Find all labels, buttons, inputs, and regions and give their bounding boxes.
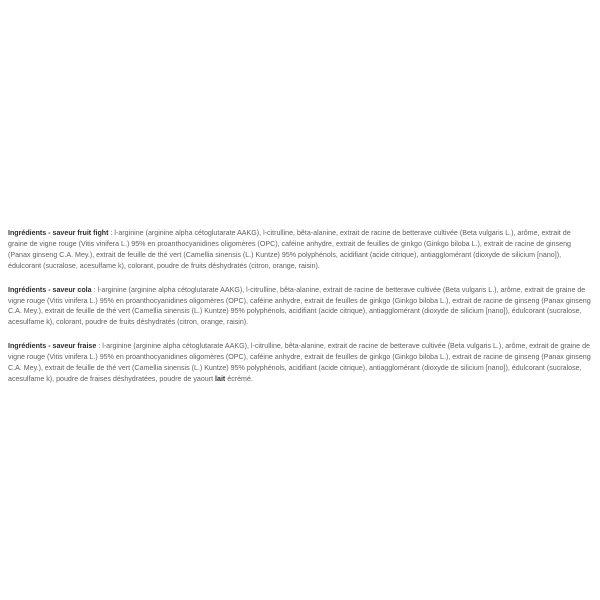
ingredients-text: : l-arginine (arginine alpha cétoglutarate AAKG), l-citrulline, bêta-alanine, extrait de racine de betterave cultivée (Beta vulgaris L.), arôme, extrait de graine de vigne rouge (Vitis vinifera L.) 95% en proanthocyanidines oligomères (OPC), caféine anhydre, extrait de feuilles de ginkgo (Ginkgo biloba L.), extrait de racine de ginseng (Panax ginseng C.A. Mey.), extrait de feuille de thé vert (Camellia sinensis (L.) Kuntze) 95% polyphénols, acidifiant (acide citrique), antiagglomérant (dioxyde de silicium [nano]), édulcorant (sucralose, acesulfame k), poudre de fraises déshydratées, poudre de yaourt xyxy=(8,342,591,383)
ingredients-cola xyxy=(8,285,592,329)
ingredients-heading: Ingrédients - saveur cola xyxy=(8,285,92,294)
ingredients-text-end: écrémé. xyxy=(225,374,253,383)
allergen-highlight: lait xyxy=(215,374,226,383)
ingredients-section xyxy=(8,228,592,385)
ingredients-fruit-fight xyxy=(8,228,592,272)
ingredients-heading: Ingrédients - saveur fruit fight xyxy=(8,229,109,237)
ingredients-heading: Ingrédients - saveur fraise xyxy=(8,342,97,351)
ingredients-text: : l-arginine (arginine alpha cétoglutarate AAKG), l-citrulline, bêta-alanine, extrait de racine de betterave cultivée (Beta vulgaris L.), arôme, extrait de graine de vigne rouge (Vitis vinifera L.) 95% en proanthocyanidines oligomères (OPC), caféine anhydre, extrait de feuilles de ginkgo (Ginkgo biloba L.), extrait de racine de ginseng (Panax ginseng C.A. Mey.), extrait de feuille de thé vert (Camellia sinensis (L.) Kuntze) 95% polyphénols, acidifiant (acide citrique), antiagglomérant (dioxyde de silicium [nano]), édulcorant (sucralose, acesulfame k), colorant, poudre de fruits déshydratés (citron, orange, raisin). xyxy=(8,285,591,327)
ingredients-fraise xyxy=(8,341,592,385)
ingredients-text: : l-arginine (arginine alpha cétoglutarate AAKG), l-citrulline, bêta-alanine, extrait de racine de betterave cultivée (Beta vulgaris L.), arôme, extrait de graine de vigne rouge (Vitis vinifera L.) 95% en proanthocyanidines oligomères (OPC), caféine anhydre, extrait de feuilles de ginkgo (Ginkgo biloba L.), extrait de racine de ginseng (Panax ginseng C.A. Mey.), extrait de feuille de thé vert (Camellia sinensis (L.) Kuntze) 95% polyphénols, acidifiant (acide citrique), antiagglomérant (dioxyde de silicium [nano]), édulcorant (sucralose, acesulfame k), colorant, poudre de fruits déshydratés (citron, orange, raisin). xyxy=(8,229,571,270)
